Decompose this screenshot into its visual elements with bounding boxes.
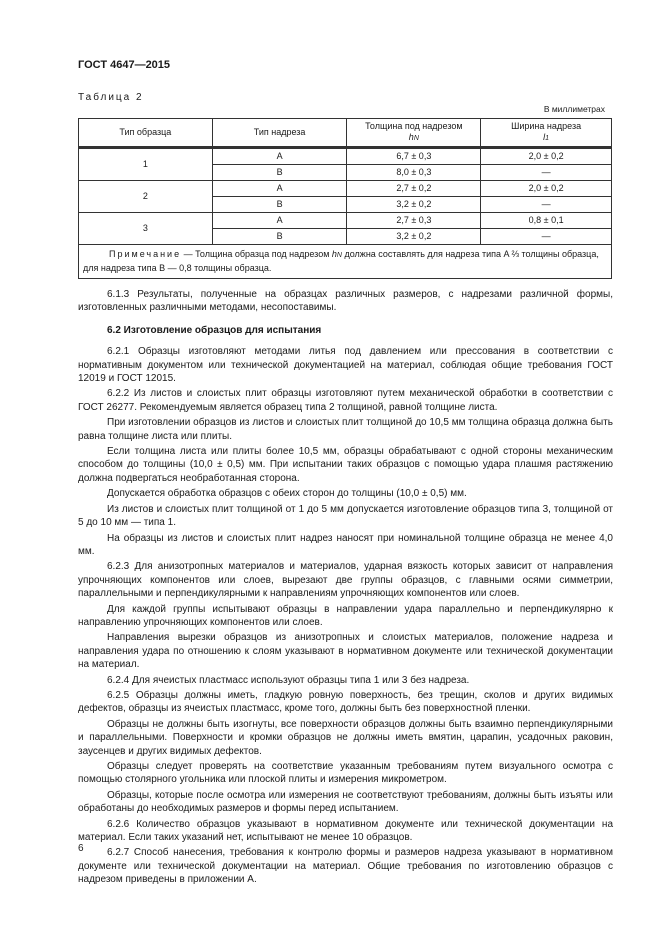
- page-number: 6: [78, 843, 84, 854]
- width-cell: —: [481, 164, 612, 180]
- paragraph: На образцы из листов и слоистых плит надрез наносят при номинальной толщине образца не менее 4,0 мм.: [78, 532, 613, 557]
- paragraph: 6.2.4 Для ячеистых пластмасс используют образцы типа 1 или 3 без надреза.: [107, 674, 470, 686]
- table-caption: Таблица 2: [78, 92, 144, 103]
- width-cell: 0,8 ± 0,1: [481, 212, 612, 228]
- paragraph: Направления вырезки образцов из анизотропных и слоистых материалов, положение надреза и направления удара по отношению к слоям указывают в нормативном документе или технической документации на материал.: [78, 632, 613, 671]
- width-cell: 2,0 ± 0,2: [481, 180, 612, 196]
- specimen-type-cell: 1: [79, 148, 213, 180]
- note-label: Примечание: [109, 248, 182, 259]
- specimen-type-cell: 3: [79, 212, 213, 244]
- table-note: Примечание — Толщина образца под надрезом hN должна составлять для надреза типа A ⅔ толщины образца, для надреза типа B — 0,8 толщины образца.: [79, 244, 612, 278]
- notch-type-cell: A: [212, 148, 347, 164]
- paragraph: 6.2.2 Из листов и слоистых плит образцы изготовляют путем механической обработки в соответствии с ГОСТ 26277. Рекомендуемым является образец типа 2 толщиной, равной толщине листа.: [78, 388, 613, 413]
- header-thickness: [347, 119, 481, 147]
- paragraph: Образцы, которые после осмотра или измерения не соответствуют требованиям, должны быть изъяты или обработаны до необходимых размеров и формы перед испытанием.: [78, 789, 613, 815]
- header-width: [481, 119, 612, 147]
- paragraph: 6.2.6 Количество образцов указывают в нормативном документе или технической документации на материал. Если таких указаний нет, испытывают не менее 10 образцов.: [78, 818, 613, 844]
- header-width-symbol: l1: [543, 131, 550, 142]
- table-note-row: [79, 244, 612, 278]
- notch-type-cell: A: [212, 180, 347, 196]
- notch-type-cell: B: [212, 196, 347, 212]
- header-thickness-label: Толщина под надрезом: [365, 120, 463, 131]
- paragraph: 6.1.3 Результаты, полученные на образцах различных размеров, с надрезами различной формы, изготовленных различными методами, несопоставимы.: [78, 289, 613, 314]
- paragraph: Допускается обработка образцов с обеих сторон до толщины (10,0 ± 0,5) мм.: [107, 488, 467, 500]
- header-thickness-symbol: hN: [408, 131, 419, 142]
- table-row: [79, 180, 612, 196]
- table-header-row: [79, 119, 612, 147]
- paragraph: Если толщина листа или плиты более 10,5 мм, образцы обрабатывают с одной стороны механическим способом до толщины (10,0 ± 0,5) мм. При испытании таких образцов с помощью удара плашмя растяжению должна подвергаться необработанная сторона.: [78, 446, 613, 484]
- table-row: [79, 212, 612, 228]
- document-code: ГОСТ 4647—2015: [78, 59, 171, 71]
- header-notch-type: Тип надреза: [212, 119, 347, 147]
- width-cell: —: [481, 196, 612, 212]
- table-row: [79, 148, 612, 164]
- thickness-cell: 2,7 ± 0,3: [347, 212, 481, 228]
- specimen-type-cell: 2: [79, 180, 213, 212]
- section-heading: 6.2 Изготовление образцов для испытания: [107, 324, 322, 336]
- paragraph: При изготовлении образцов из листов и слоистых плит толщиной до 10,5 мм толщина образца должна быть равна толщине листа или плиты.: [78, 417, 613, 442]
- paragraph: 6.2.5 Образцы должны иметь, гладкую ровную поверхность, без трещин, сколов и других видимых дефектов, образцы из ячеистых пластмасс, кроме того, должны быть без поверхностной пленки.: [78, 689, 613, 715]
- thickness-cell: 6,7 ± 0,3: [347, 148, 481, 164]
- paragraph: Из листов и слоистых плит толщиной от 1 до 5 мм допускается изготовление образцов типа 3, толщиной от 5 до 10 мм — типа 1.: [78, 503, 613, 529]
- paragraph: Образцы следует проверять на соответствие указанным требованиям путем визуального осмотра с помощью столярного угольника или плоской плиты и измерения микрометром.: [78, 761, 613, 786]
- thickness-cell: 3,2 ± 0,2: [347, 228, 481, 244]
- document-body: [78, 288, 613, 889]
- thickness-cell: 8,0 ± 0,3: [347, 164, 481, 180]
- header-specimen-type: Тип образца: [79, 119, 213, 147]
- notch-type-cell: A: [212, 212, 347, 228]
- notch-type-cell: B: [212, 164, 347, 180]
- paragraph: Для каждой группы испытывают образцы в направлении удара параллельно и перпендикулярно к направлению упрочняющих компонентов или слоев.: [78, 603, 613, 628]
- thickness-cell: 2,7 ± 0,2: [347, 180, 481, 196]
- width-cell: 2,0 ± 0,2: [481, 148, 612, 164]
- thickness-cell: 3,2 ± 0,2: [347, 196, 481, 212]
- paragraph: 6.2.7 Способ нанесения, требования к контролю формы и размеров надреза указывают в нормативном документе или технической документации на материал. Общие требования по изготовлению образцов с надрезом приведены в приложении А.: [78, 847, 613, 886]
- specimen-dimensions-table: [78, 118, 612, 279]
- width-cell: —: [481, 228, 612, 244]
- table-units: В миллиметрах: [543, 104, 605, 114]
- header-width-label: Ширина надреза: [511, 120, 582, 131]
- paragraph: Образцы не должны быть изогнуты, все поверхности образцов должны быть взаимно перпендикулярными и параллельными. Поверхности и кромки образцов не должны иметь вмятин, царапин, усадочных раковин, заусенцев и других видимых дефектов.: [78, 718, 613, 757]
- paragraph: 6.2.1 Образцы изготовляют методами литья под давлением или прессования в соответствии с нормативным документом или технической документацией на материал, соблюдая общие требования ГОСТ 12019 и ГОСТ 12015.: [78, 346, 613, 385]
- paragraph: 6.2.3 Для анизотропных материалов и материалов, ударная вязкость которых зависит от направления упрочняющих компонентов или слоев, вырезают две группы образцов, с главными осями симметрии, параллельными и перпендикулярными к направлениям упрочняющих компонентов или слоев.: [78, 561, 613, 600]
- notch-type-cell: B: [212, 228, 347, 244]
